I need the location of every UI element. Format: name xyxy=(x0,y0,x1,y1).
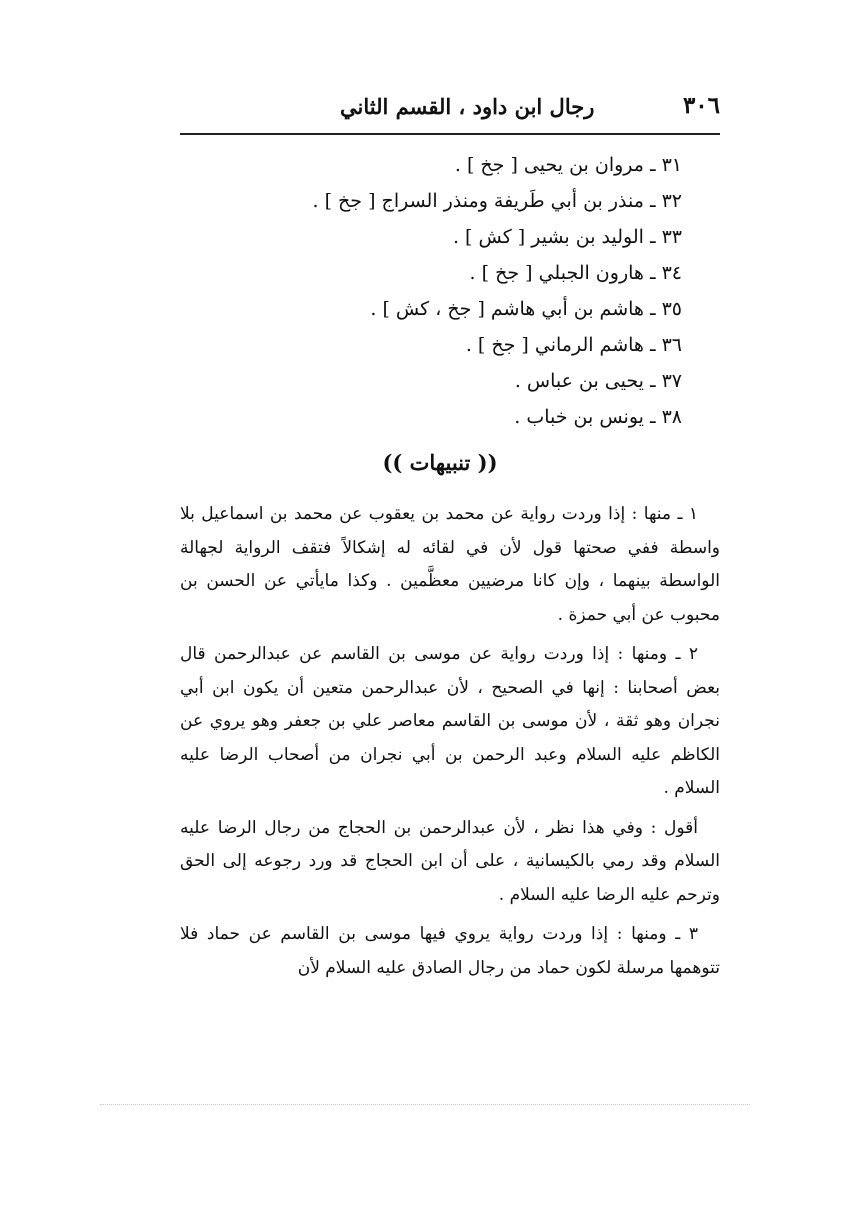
paragraph: ٣ ـ ومنها : إذا وردت رواية يروي فيها موسى بن القاسم عن حماد فلا تتوهمها مرسلة لكون حماد من رجال الصادق عليه السلام لأن xyxy=(180,924,720,978)
page-number: ٣٠٦ xyxy=(682,92,720,119)
list-item: ٣٥ ـ هاشم بن أبي هاشم [ جخ ، كش ] . xyxy=(370,298,682,320)
narrator-list xyxy=(222,147,682,435)
list-item: ٣٨ ـ يونس بن خباب . xyxy=(514,406,682,428)
list-item: ٣٢ ـ منذر بن أبي طَريفة ومنذر السراج [ جخ ] . xyxy=(312,190,682,212)
paragraph: ٢ ـ ومنها : إذا وردت رواية عن موسى بن القاسم عن عبدالرحمن قال بعض أصحابنا : إنها في الصحيح ، لأن عبدالرحمن متعين أن يكون ابن أبي نجران وهو ثقة ، لأن موسى بن القاسم معاصر علي بن جعفر وهو يروي عن الكاظم عليه السلام وعبد الرحمن بن أبي نجران من أصحاب الرضا عليه السلام . xyxy=(180,644,720,798)
list-item: ٣٤ ـ هارون الجبلي [ جخ ] . xyxy=(469,262,682,284)
list-item: ٣٦ ـ هاشم الرماني [ جخ ] . xyxy=(465,334,682,356)
section-title: (( تنبيهات )) xyxy=(382,450,498,475)
running-title: رجال ابن داود ، القسم الثاني xyxy=(340,94,595,119)
list-item: ٣١ ـ مروان بن يحيى [ جخ ] . xyxy=(454,154,682,176)
page-header xyxy=(180,92,720,128)
scan-artifact-line xyxy=(100,1104,750,1105)
list-item: ٣٧ ـ يحيى بن عباس . xyxy=(514,370,682,392)
paragraph: ١ ـ منها : إذا وردت رواية عن محمد بن يعقوب عن محمد بن اسماعيل بلا واسطة ففي صحتها قول لأن في لقائه له إشكالاً فتقف الرواية لجهالة الواسطة بينهما ، وإن كانا مرضيين معظَّمين . وكذا مايأتي عن الحسن بن محبوب عن أبي حمزة . xyxy=(180,504,720,625)
body-text xyxy=(180,498,720,991)
list-item: ٣٣ ـ الوليد بن بشير [ كش ] . xyxy=(452,226,682,248)
header-rule xyxy=(180,133,720,135)
paragraph: أقول : وفي هذا نظر ، لأن عبدالرحمن بن الحجاج من رجال الرضا عليه السلام وقد رمي بالكيسانية ، على أن ابن الحجاج قد ورد رجوعه إلى الحق وترحم عليه الرضا عليه السلام . xyxy=(180,817,720,905)
